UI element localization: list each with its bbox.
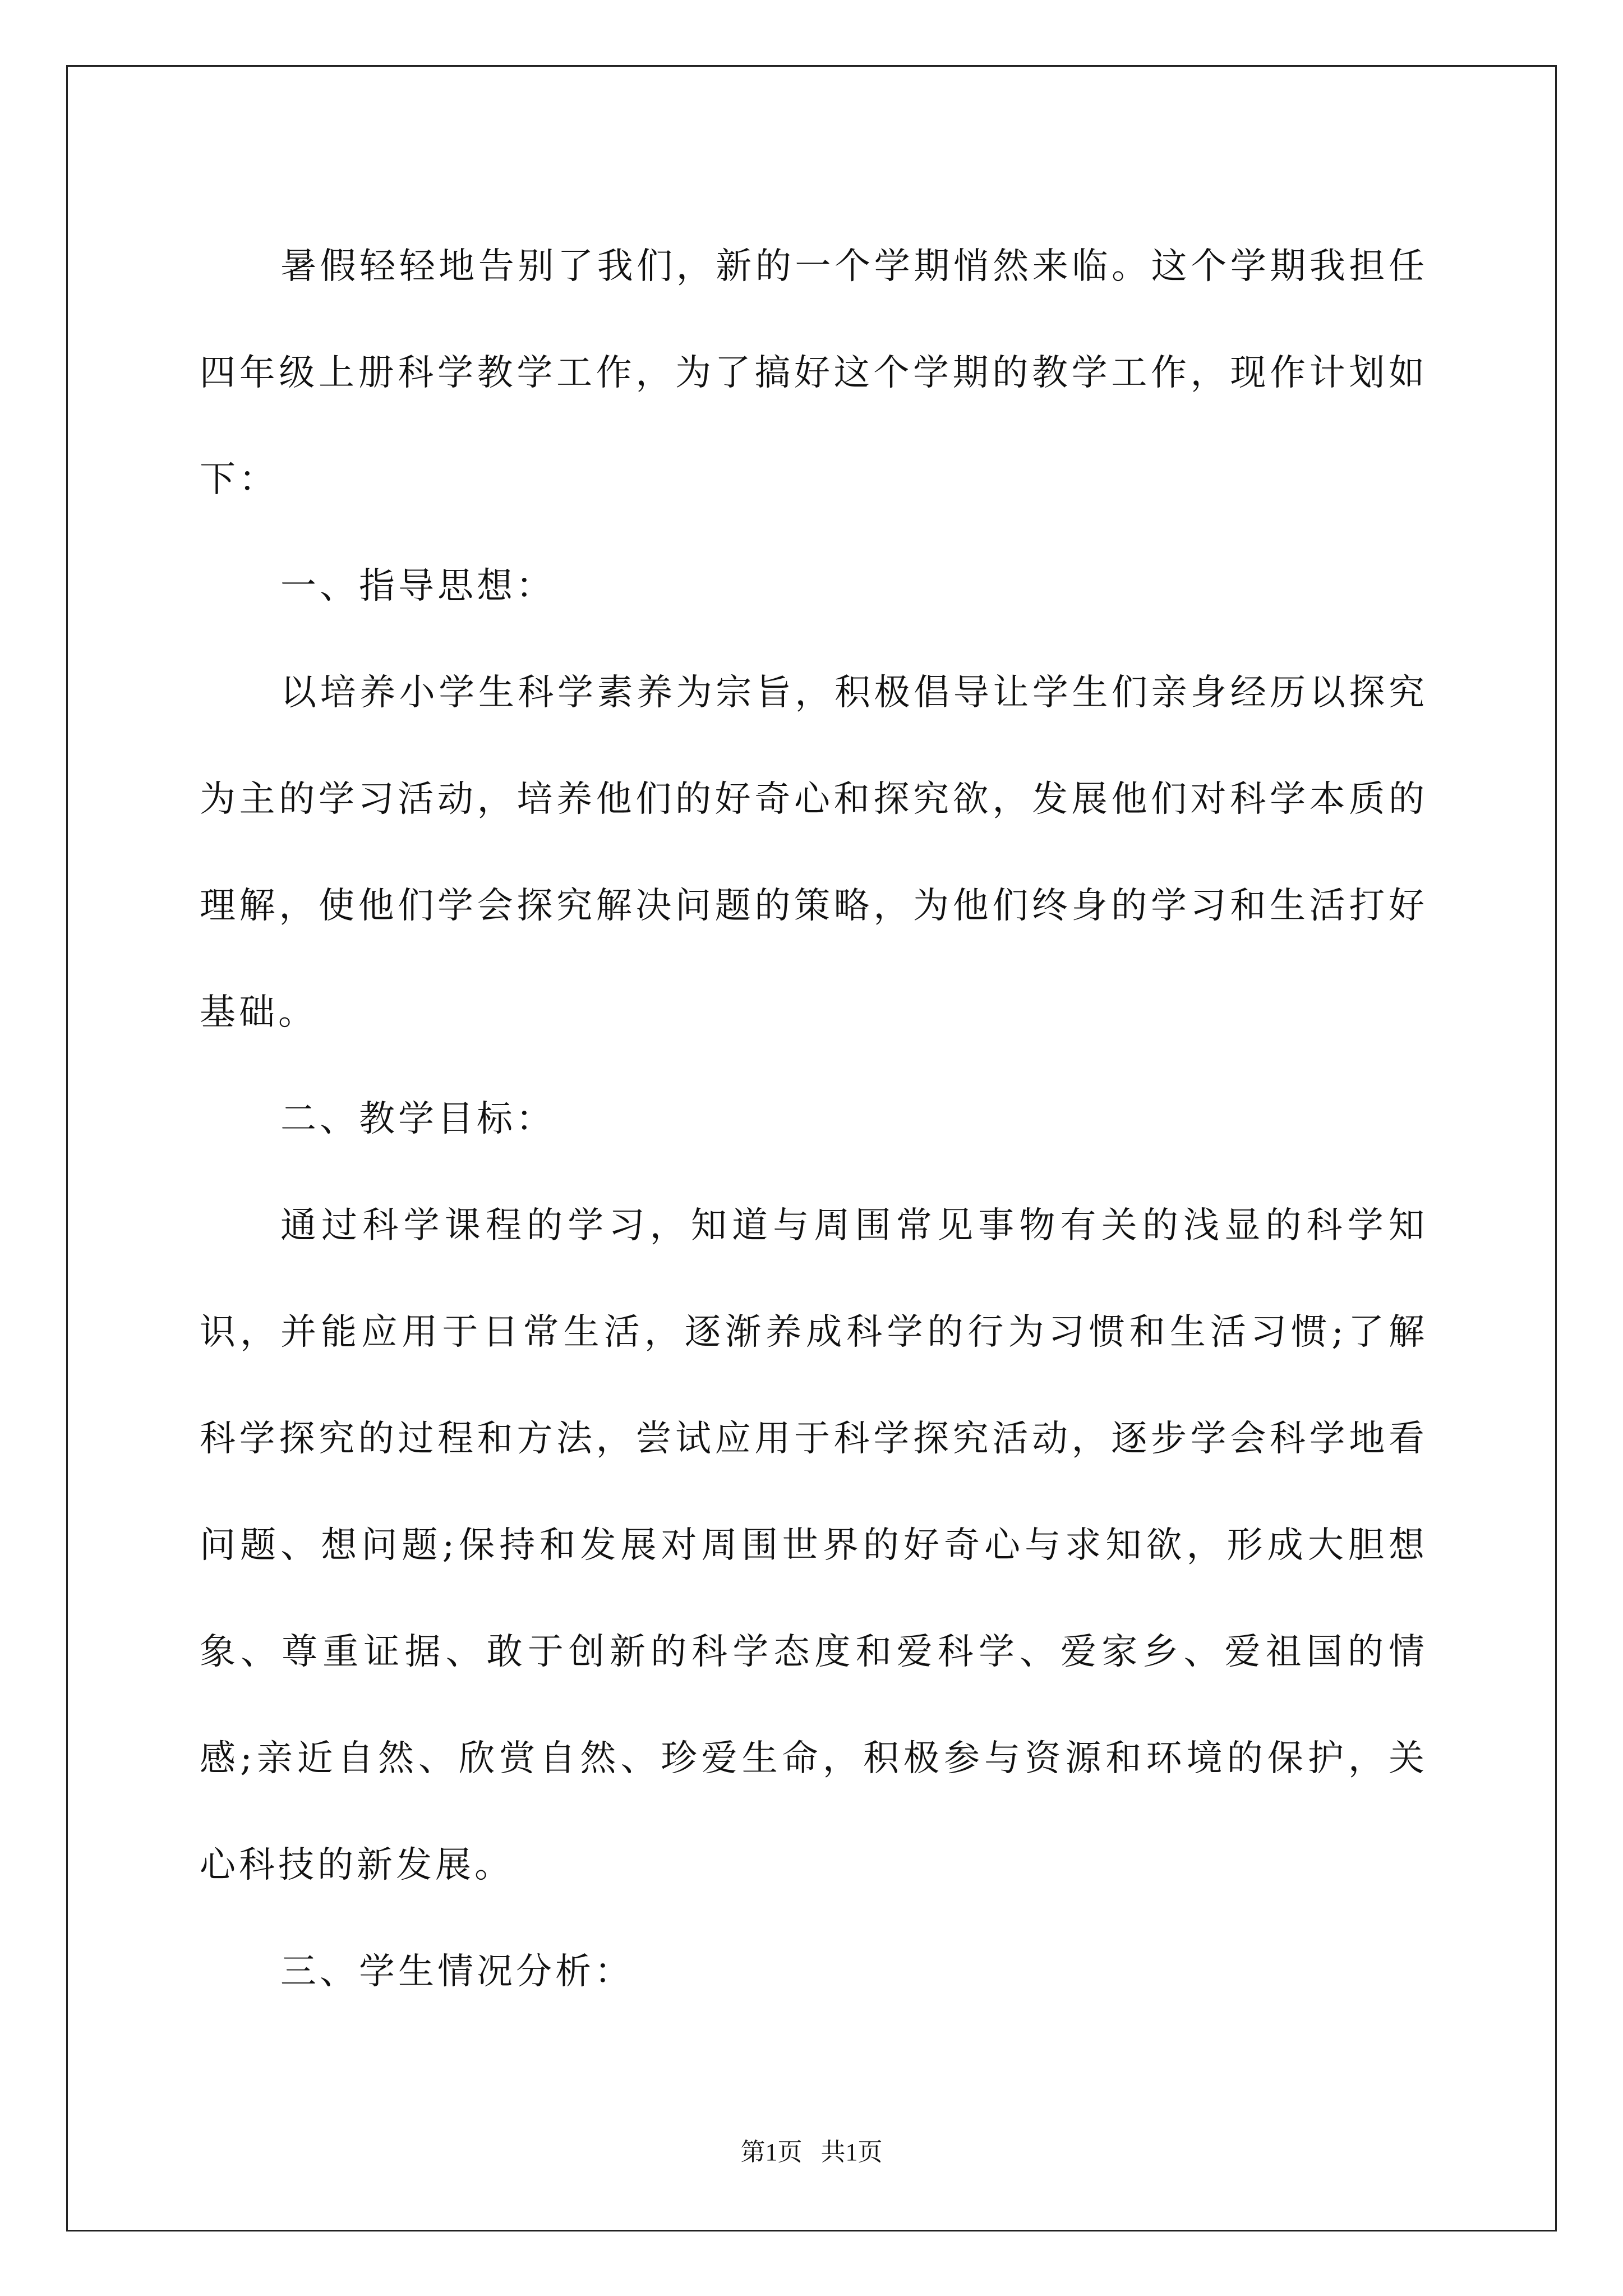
teaching-goals-paragraph: 通过科学课程的学习，知道与周围常见事物有关的浅显的科学知识，并能应用于日常生活，逐渐养成科学的行为习惯和生活习惯;了解科学探究的过程和方法，尝试应用于科学探究活动，逐步学会科学地看问题、想问题;保持和发展对周围世界的好奇心与求知欲，形成大胆想象、尊重证据、敢于创新的科学态度和爱科学、爱家乡、爱祖国的情感;亲近自然、欣赏自然、珍爱生命，积极参与资源和环境的保护，关心科技的新发展。 [200, 1205, 1428, 1886]
section-heading-student-analysis: 三、学生情况分析： [280, 1951, 634, 1993]
page-number-current: 第1页 [740, 2138, 803, 2166]
document-body [200, 213, 1428, 2025]
guiding-thought-paragraph: 以培养小学生科学素养为宗旨，积极倡导让学生们亲身经历以探究为主的学习活动，培养他们的好奇心和探究欲，发展他们对科学本质的理解，使他们学会探究解决问题的策略，为他们终身的学习和生活打好基础。 [200, 672, 1428, 1033]
page-number-total: 共1页 [820, 2138, 883, 2166]
section-heading-teaching-goals: 二、教学目标： [280, 1098, 555, 1140]
intro-paragraph: 暑假轻轻地告别了我们，新的一个学期悄然来临。这个学期我担任四年级上册科学教学工作，为了搞好这个学期的教学工作，现作计划如下： [200, 246, 1428, 500]
section-heading-guiding-thought: 一、指导思想： [280, 565, 555, 607]
page-footer [0, 2132, 1623, 2168]
